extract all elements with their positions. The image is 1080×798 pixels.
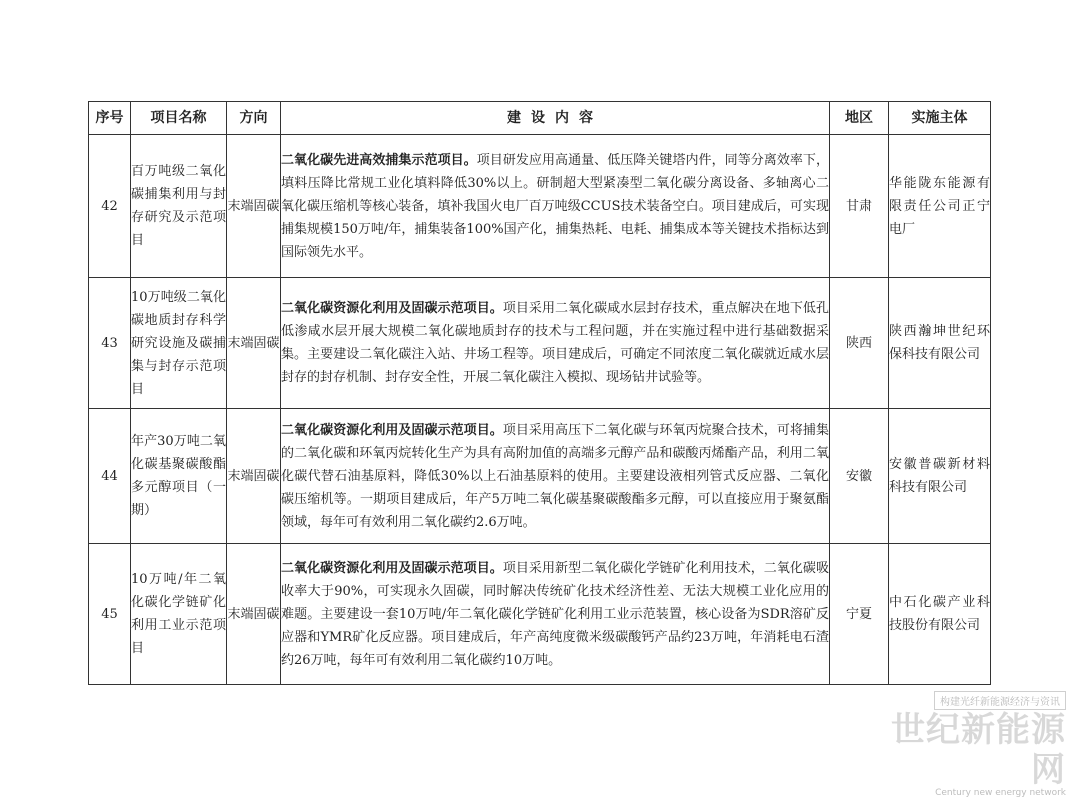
header-serial: 序号 (89, 102, 131, 135)
row-content-body: 项目采用二氧化碳咸水层封存技术，重点解决在地下低孔低渗咸水层开展大规模二氧化碳地质封存的技术与工程问题，并在实施过程中进行基础数据采集。主要建设二氧化碳注入站、井场工程等。项目建成后，可确定不同浓度二氧化碳就近咸水层封存的封存机制、封存安全性，开展二氧化碳注入模拟、现场钻井试验等。 (281, 301, 829, 385)
row-direction: 末端固碳 (227, 409, 281, 544)
row-entity: 中石化碳产业科技股份有限公司 (889, 544, 991, 685)
row-project-name: 10万吨级二氧化碳地质封存科学研究设施及碳捕集与封存示范项目 (131, 278, 227, 409)
table-row (89, 135, 991, 278)
watermark-brand: 世纪新能源网 (891, 710, 1066, 790)
table-row (89, 544, 991, 685)
row-content (281, 409, 830, 544)
row-content-title: 二氧化碳资源化利用及固碳示范项目。 (281, 560, 503, 576)
row-content (281, 544, 830, 685)
row-region: 宁夏 (830, 544, 889, 685)
table-row (89, 278, 991, 409)
header-entity: 实施主体 (889, 102, 991, 135)
header-project-name: 项目名称 (131, 102, 227, 135)
row-region: 甘肃 (830, 135, 889, 278)
row-content (281, 278, 830, 409)
header-direction: 方向 (227, 102, 281, 135)
row-direction: 末端固碳 (227, 278, 281, 409)
row-entity: 华能陇东能源有限责任公司正宁电厂 (889, 135, 991, 278)
row-entity: 安徽普碳新材料科技有限公司 (889, 409, 991, 544)
row-content (281, 135, 830, 278)
projects-table (88, 101, 991, 685)
row-project-name: 年产30万吨二氧化碳基聚碳酸酯多元醇项目（一期） (131, 409, 227, 544)
row-serial: 45 (89, 544, 131, 685)
row-serial: 42 (89, 135, 131, 278)
row-direction: 末端固碳 (227, 544, 281, 685)
table-header-row (89, 102, 991, 135)
row-content-body: 项目采用新型二氧化碳化学链矿化利用技术，二氧化碳吸收率大于90%，可实现永久固碳，同时解决传统矿化技术经济性差、无法大规模工业化应用的难题。主要建设一套10万吨/年二氧化碳化学链矿化利用工业示范装置，核心设备为SDR溶矿反应器和YMR矿化反应器。项目建成后，年产高纯度微米级碳酸钙产品约23万吨，年消耗电石渣约26万吨，每年可有效利用二氧化碳约10万吨。 (281, 560, 829, 668)
watermark-english: Century new energy network (935, 788, 1066, 798)
row-region: 陕西 (830, 278, 889, 409)
row-region: 安徽 (830, 409, 889, 544)
row-content-title: 二氧化碳资源化利用及固碳示范项目。 (281, 422, 503, 438)
header-region: 地区 (830, 102, 889, 135)
row-content-body: 项目采用高压下二氧化碳与环氧丙烷聚合技术，可将捕集的二氧化碳和环氧丙烷转化生产为具有高附加值的高端多元醇产品和碳酸丙烯酯产品，利用二氧化碳代替石油基原料，降低30%以上石油基原料的使用。主要建设液相列管式反应器、二氧化碳压缩机等。一期项目建成后，年产5万吨二氧化碳基聚碳酸酯多元醇，可以直接应用于聚氨酯领域，每年可有效利用二氧化碳约2.6万吨。 (281, 422, 829, 530)
row-project-name: 10万吨/年二氧化碳化学链矿化利用工业示范项目 (131, 544, 227, 685)
row-content-body: 项目研发应用高通量、低压降关键塔内件，同等分离效率下，填料压降比常规工业化填料降低30%以上。研制超大型紧凑型二氧化碳分离设备、多轴离心二氧化碳压缩机等核心装备，填补我国火电厂百万吨级CCUS技术装备空白。项目建成后，可实现捕集规模150万吨/年，捕集装备100%国产化，捕集热耗、电耗、捕集成本等关键技术指标达到国际领先水平。 (281, 152, 829, 260)
row-content-title: 二氧化碳先进高效捕集示范项目。 (281, 152, 477, 168)
row-serial: 43 (89, 278, 131, 409)
watermark-logo (866, 690, 1066, 798)
header-content: 建设内容 (281, 102, 830, 135)
table-row (89, 409, 991, 544)
watermark-tagline: 构建光纤新能源经济与资讯 (934, 691, 1066, 710)
row-direction: 末端固碳 (227, 135, 281, 278)
row-entity: 陕西瀚坤世纪环保科技有限公司 (889, 278, 991, 409)
row-project-name: 百万吨级二氧化碳捕集利用与封存研究及示范项目 (131, 135, 227, 278)
row-serial: 44 (89, 409, 131, 544)
row-content-title: 二氧化碳资源化利用及固碳示范项目。 (281, 301, 503, 316)
